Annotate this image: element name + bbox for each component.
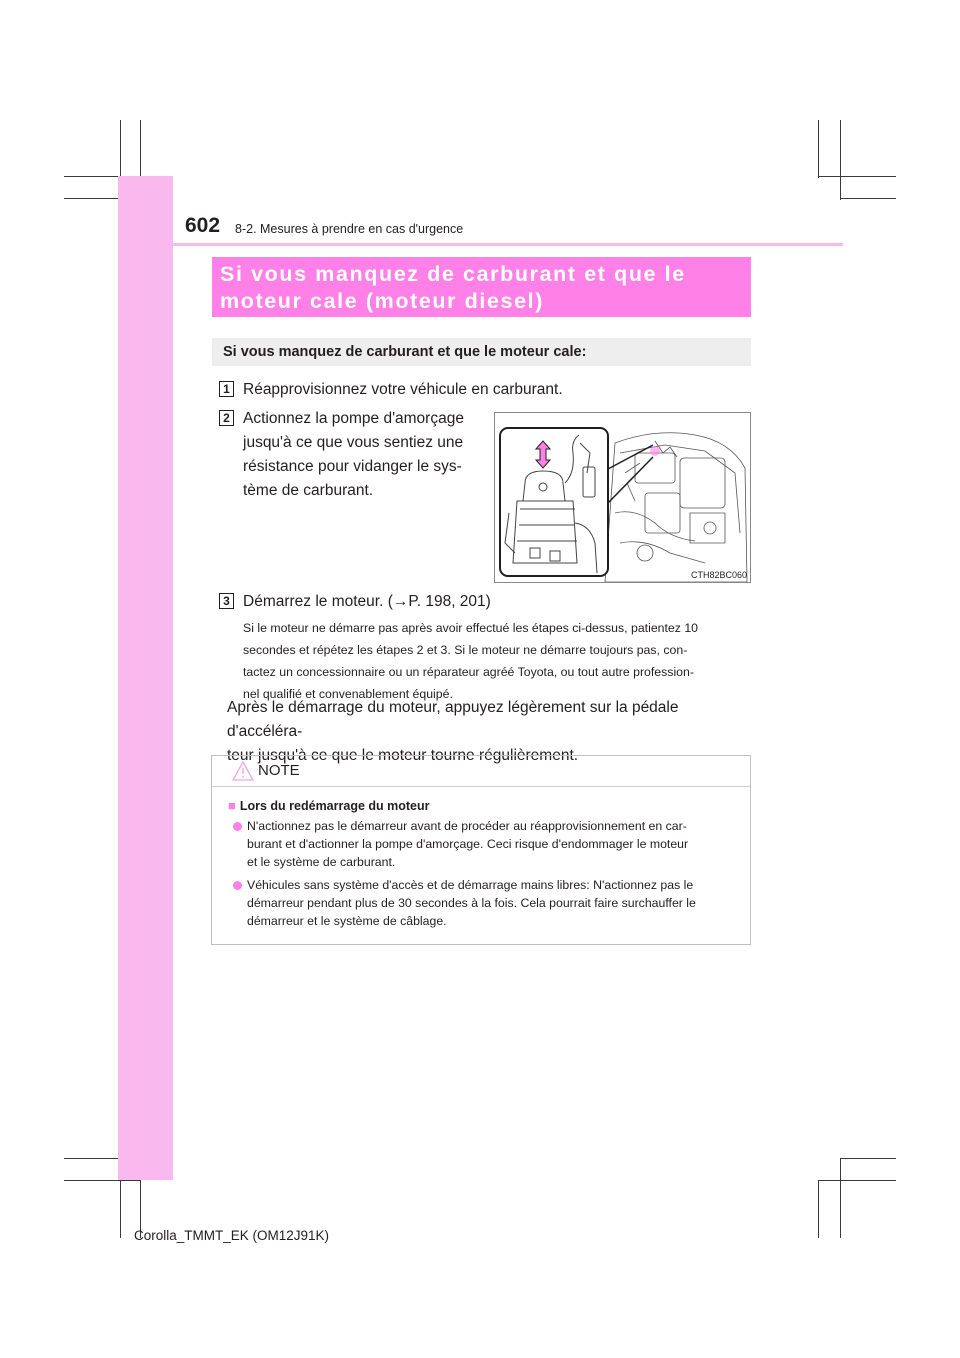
step-text <box>243 407 478 503</box>
footer-document-code: Corolla_TMMT_EK (OM12J91K) <box>134 1228 330 1243</box>
step-text-line: tème de carburant. <box>243 482 374 499</box>
square-bullet-icon: ■ <box>228 798 236 813</box>
note-bullet <box>247 876 743 930</box>
note-bullet-line: et le système de carburant. <box>247 855 396 869</box>
crop-mark <box>840 1158 841 1238</box>
crop-mark <box>818 120 819 178</box>
crop-mark <box>818 1180 819 1238</box>
note-bullet-line: démarreur et le système de câblage. <box>247 914 447 928</box>
note-heading <box>228 798 429 813</box>
crop-mark <box>140 120 141 178</box>
step-3-note <box>243 617 744 705</box>
note-bullet-line: Véhicules sans système d'accès et de démarrage mains libres: N'actionnez pas le <box>247 878 694 892</box>
step-number: 3 <box>219 593 234 609</box>
page-title-line: moteur cale (moteur diesel) <box>220 289 544 313</box>
bullet-dot-icon <box>233 881 242 890</box>
figure-code: CTH82BC060 <box>690 570 747 580</box>
crop-mark <box>840 120 841 200</box>
note-bullet-line: démarreur pendant plus de 30 secondes à la fois. Cela pourrait faire surchauffer le <box>247 896 696 910</box>
crop-mark <box>840 1158 896 1159</box>
engine-bay-illustration <box>494 412 751 583</box>
crop-mark <box>64 1180 140 1181</box>
step-number: 1 <box>219 381 234 397</box>
crop-mark <box>818 176 896 177</box>
step-text: Réapprovisionnez votre véhicule en carburant. <box>243 381 563 398</box>
note-bullet <box>247 817 743 871</box>
note-header <box>212 756 750 787</box>
page-number: 602 <box>185 214 221 237</box>
header-rule <box>173 243 843 246</box>
page-title <box>212 257 751 317</box>
warning-triangle-icon <box>232 761 254 781</box>
step-number: 2 <box>219 410 234 426</box>
crop-mark <box>64 1158 120 1159</box>
subheading: Si vous manquez de carburant et que le moteur cale: <box>212 338 751 366</box>
step-text-line: résistance pour vidanger le sys- <box>243 458 462 475</box>
paragraph-line: teur jusqu'à ce que le moteur tourne régulièrement. <box>227 747 579 764</box>
engine-illustration-drawing <box>495 413 750 582</box>
note-bullet-line: burant et d'actionner la pompe d'amorçage. Ceci risque d'endommager le moteur <box>247 837 689 851</box>
note-bullet-line: N'actionnez pas le démarreur avant de procéder au réapprovisionnement en car- <box>247 819 687 833</box>
bullet-dot-icon <box>233 822 242 831</box>
note-heading-text: Lors du redémarrage du moteur <box>239 799 430 813</box>
note-line: nel qualifié et convenablement équipé. <box>243 687 453 701</box>
crop-mark <box>840 198 896 199</box>
page-title-line: Si vous manquez de carburant et que le <box>220 262 686 286</box>
note-label: NOTE <box>258 762 300 779</box>
paragraph-line: Après le démarrage du moteur, appuyez légèrement sur la pédale d'accéléra- <box>227 699 679 740</box>
section-title: 8-2. Mesures à prendre en cas d'urgence <box>235 222 464 236</box>
note-line: Si le moteur ne démarre pas après avoir effectué les étapes ci-dessus, patientez 10 <box>243 621 699 635</box>
note-line: secondes et répétez les étapes 2 et 3. Si le moteur ne démarre toujours pas, con- <box>243 643 688 657</box>
step-text-line: jusqu'à ce que vous sentiez une <box>243 434 464 451</box>
chapter-sidebar-band <box>118 176 173 1180</box>
crop-mark <box>818 1180 896 1181</box>
note-box <box>211 755 751 945</box>
step-text: Démarrez le moteur. (→P. 198, 201) <box>243 593 491 610</box>
step-text-line: Actionnez la pompe d'amorçage <box>243 410 464 427</box>
crop-mark <box>64 198 120 199</box>
note-line: tactez un concessionnaire ou un réparateur agréé Toyota, ou tout autre profession- <box>243 665 694 679</box>
